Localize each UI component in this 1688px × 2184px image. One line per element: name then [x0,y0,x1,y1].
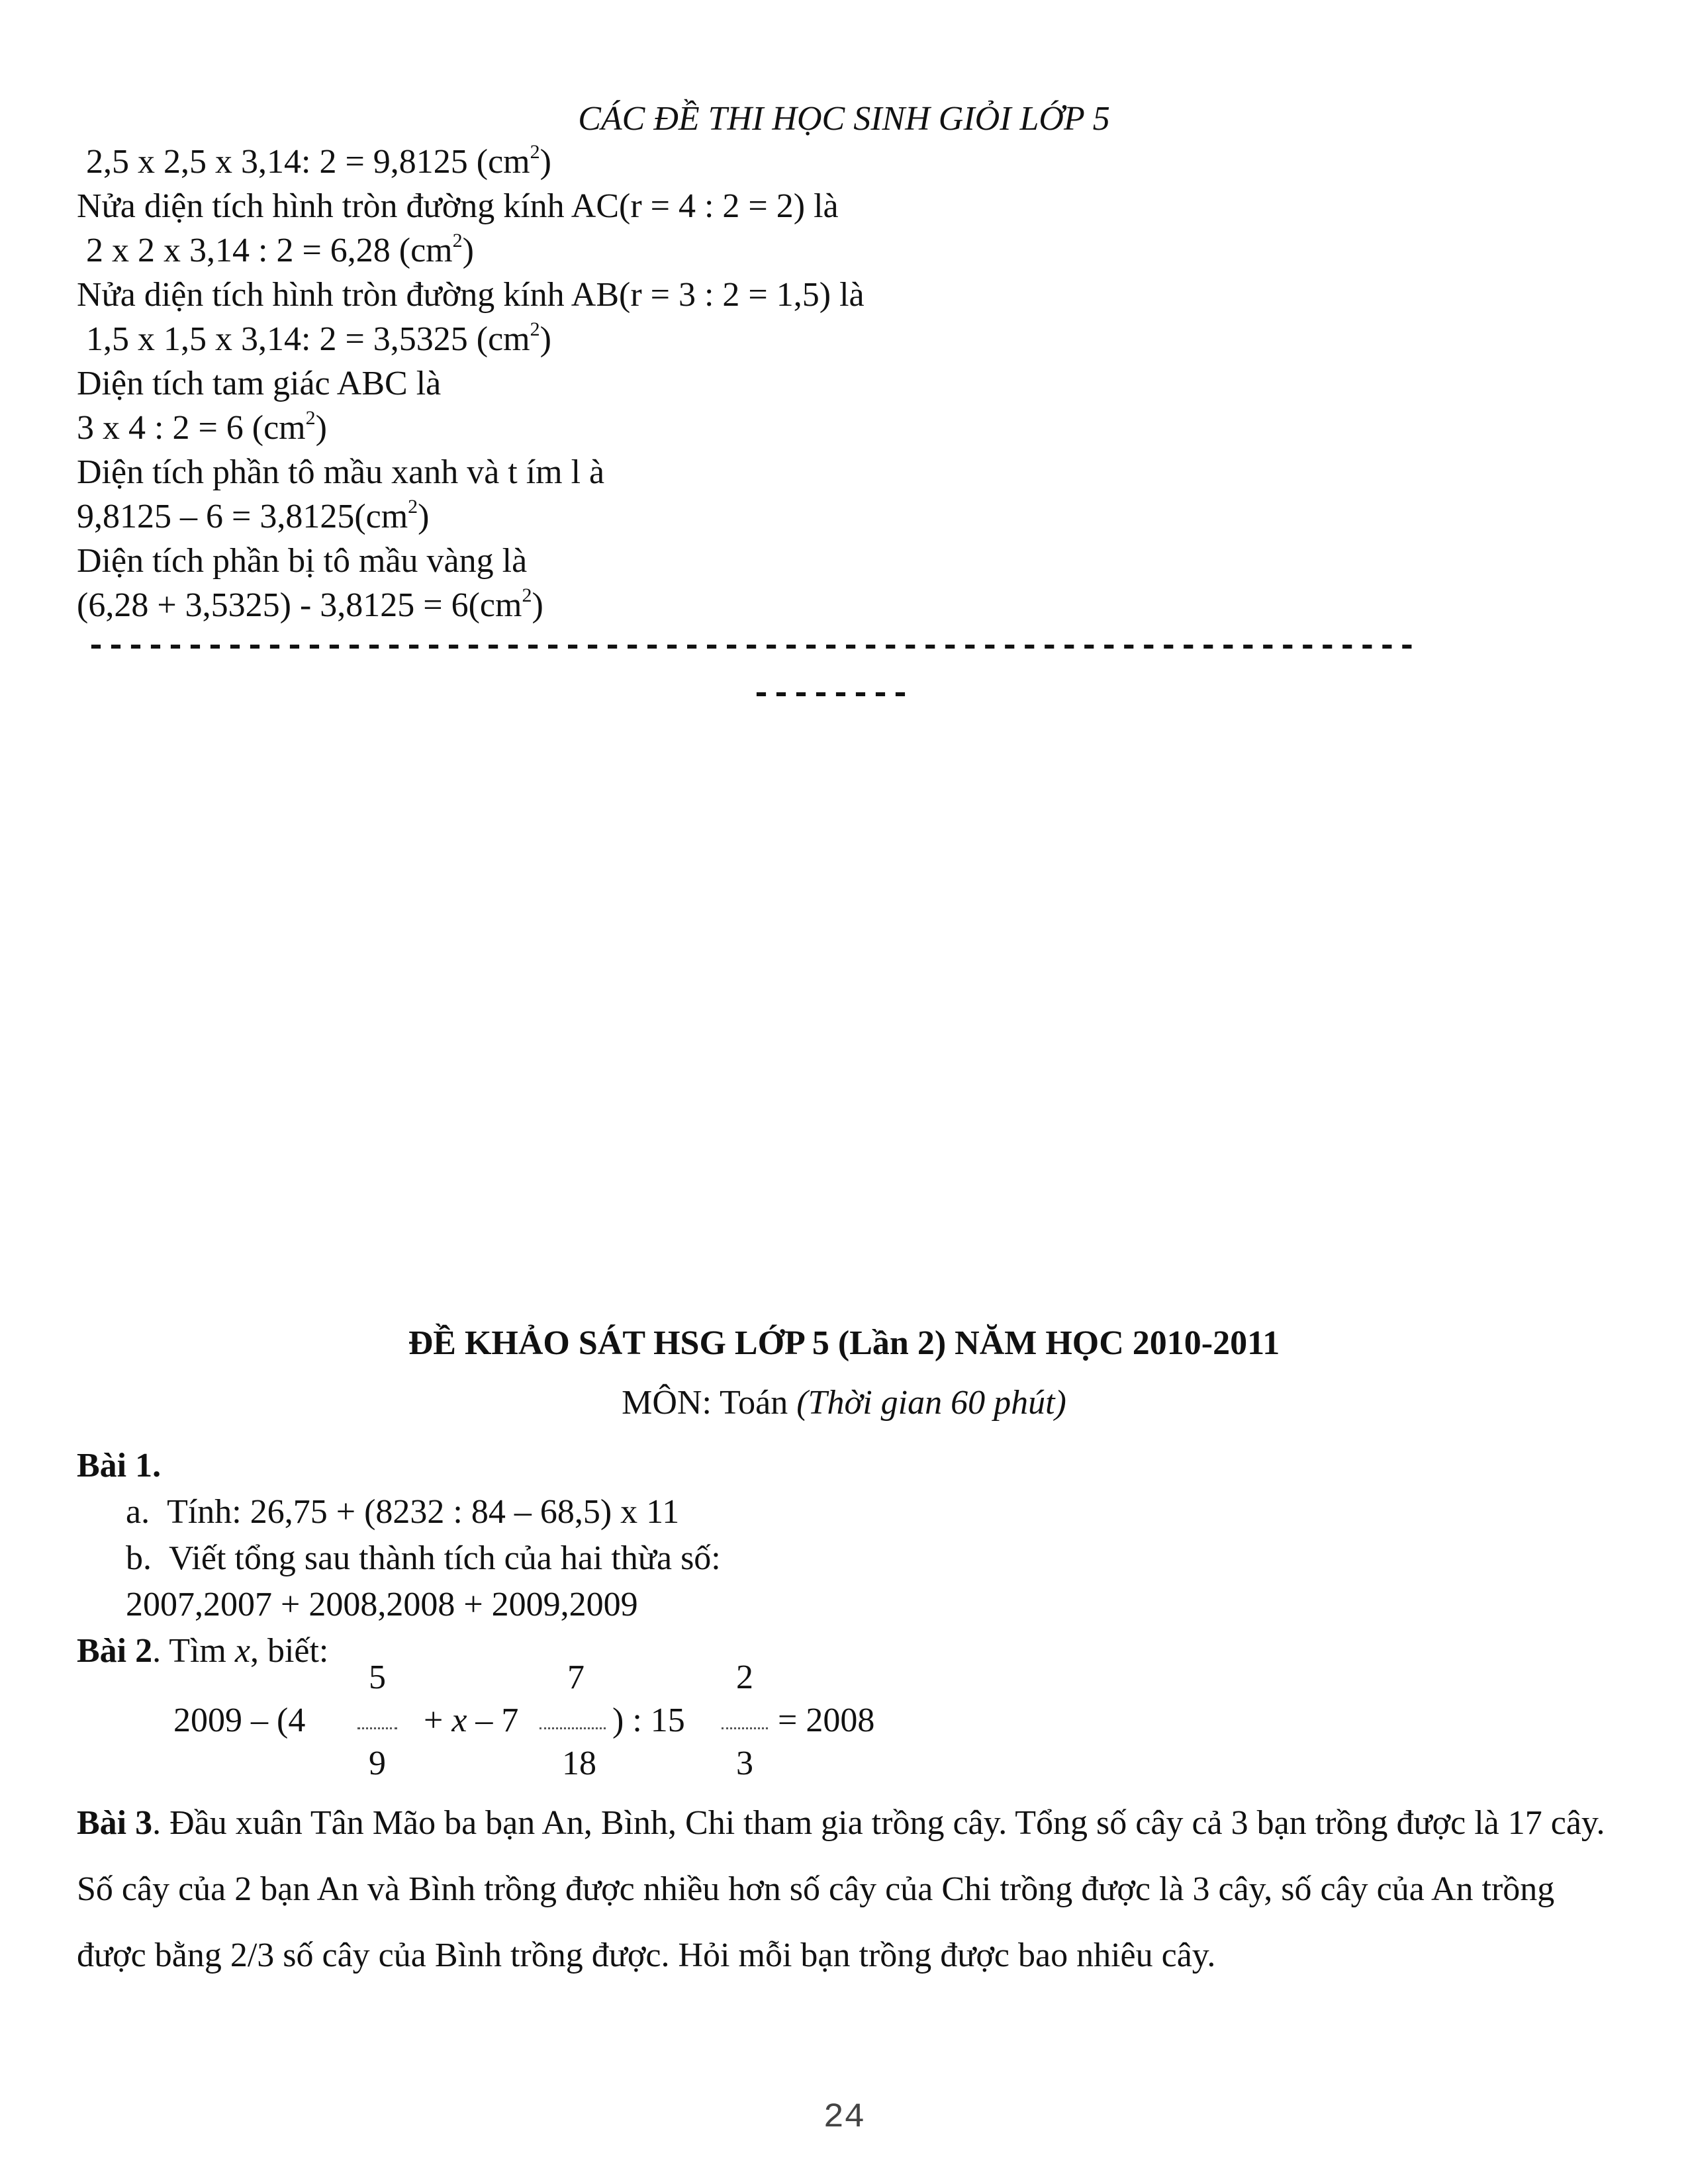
equation-part: 2009 – (4 [173,1702,306,1739]
solution-line: Diện tích tam giác ABC là [77,365,442,402]
equation-part: = 2008 [778,1702,875,1739]
bai2-prompt: Bài 2. Tìm x, biết: [77,1632,329,1670]
fraction-bar [722,1727,768,1729]
solution-line: $9,8125 - 6 = 3,8125(cm^2)$ [77,496,430,535]
fraction-denominator: 9 [369,1745,386,1782]
bai1-label: Bài 1. [77,1447,162,1484]
fraction-numerator: 5 [369,1659,386,1696]
bai3-paragraph: Bài 3. Đầu xuân Tân Mão ba bạn An, Bình, Chi tham gia trồng cây. Tổng số cây cả 3 bạn trồng được là 17 cây. Số cây của 2 bạn An và Bình trồng được nhiều hơn số cây của Chi trồng được là 3 cây, số cây của An trồng được bằng 2/3 số cây của Bình trồng được. Hỏi mỗi bạn trồng được bao nhiêu cây. [77,1804,1605,1974]
fraction-numerator: 7 [567,1659,585,1696]
solution-line: 2 x 2 x 3,14 : 2 = 6,28 $(cm^2)$ [86,230,474,269]
solution-line: 1,5 x 1,5 x 3,14: 2 = 3,5325 $(cm^2)$ [86,318,551,358]
fraction-bar [357,1727,397,1729]
solution-line: Diện tích phần tô mầu xanh và t ím l à [77,453,605,491]
fraction-bar [539,1727,606,1729]
bai1-b-expression: 2007,2007 + 2008,2008 + 2009,2009 [126,1586,638,1623]
equation-part: ) : 15 [612,1702,685,1739]
bai1-a: a. Tính: 26,75 + (8232 : 84 – 68,5) x 11 [126,1493,680,1531]
bai1-b: b. Viết tổng sau thành tích của hai thừa số: [126,1539,721,1577]
page-number: 24 [823,2098,865,2137]
page-header: CÁC ĐỀ THI HỌC SINH GIỎI LỚP 5 [578,100,1110,138]
fraction-denominator: 18 [562,1745,596,1782]
fraction-numerator: 2 [736,1659,753,1696]
fraction-denominator: 3 [736,1745,753,1782]
separator-line: ------------------------------------------------------------------- [86,628,1417,666]
separator-line: -------- [751,676,911,713]
solution-line: Diện tích phần bị tô mầu vàng là [77,542,528,580]
equation-part: + x – 7 [424,1702,519,1739]
solution-line: Nửa diện tích hình tròn đường kính AB(r = 3 : 2 = 1,5) là [77,276,865,314]
solution-line: 3 x 4 : 2 = 6 $(cm^2)$ [77,407,327,447]
solution-line: $(6,28 + 3,5325) - 3,8125 = 6(cm^2)$ [77,584,543,624]
solution-line: 2,5 x 2,5 x 3,14: 2 = 9,8125 $(cm^2)$ [86,141,551,181]
solution-line: Nửa diện tích hình tròn đường kính AC(r = 4 : 2 = 2) là [77,187,839,225]
exam-title: ĐỀ KHẢO SÁT HSG LỚP 5 (Lần 2) NĂM HỌC 2010-2011 [408,1324,1280,1362]
exam-subject: MÔN: Toán (Thời gian 60 phút) [622,1384,1066,1422]
